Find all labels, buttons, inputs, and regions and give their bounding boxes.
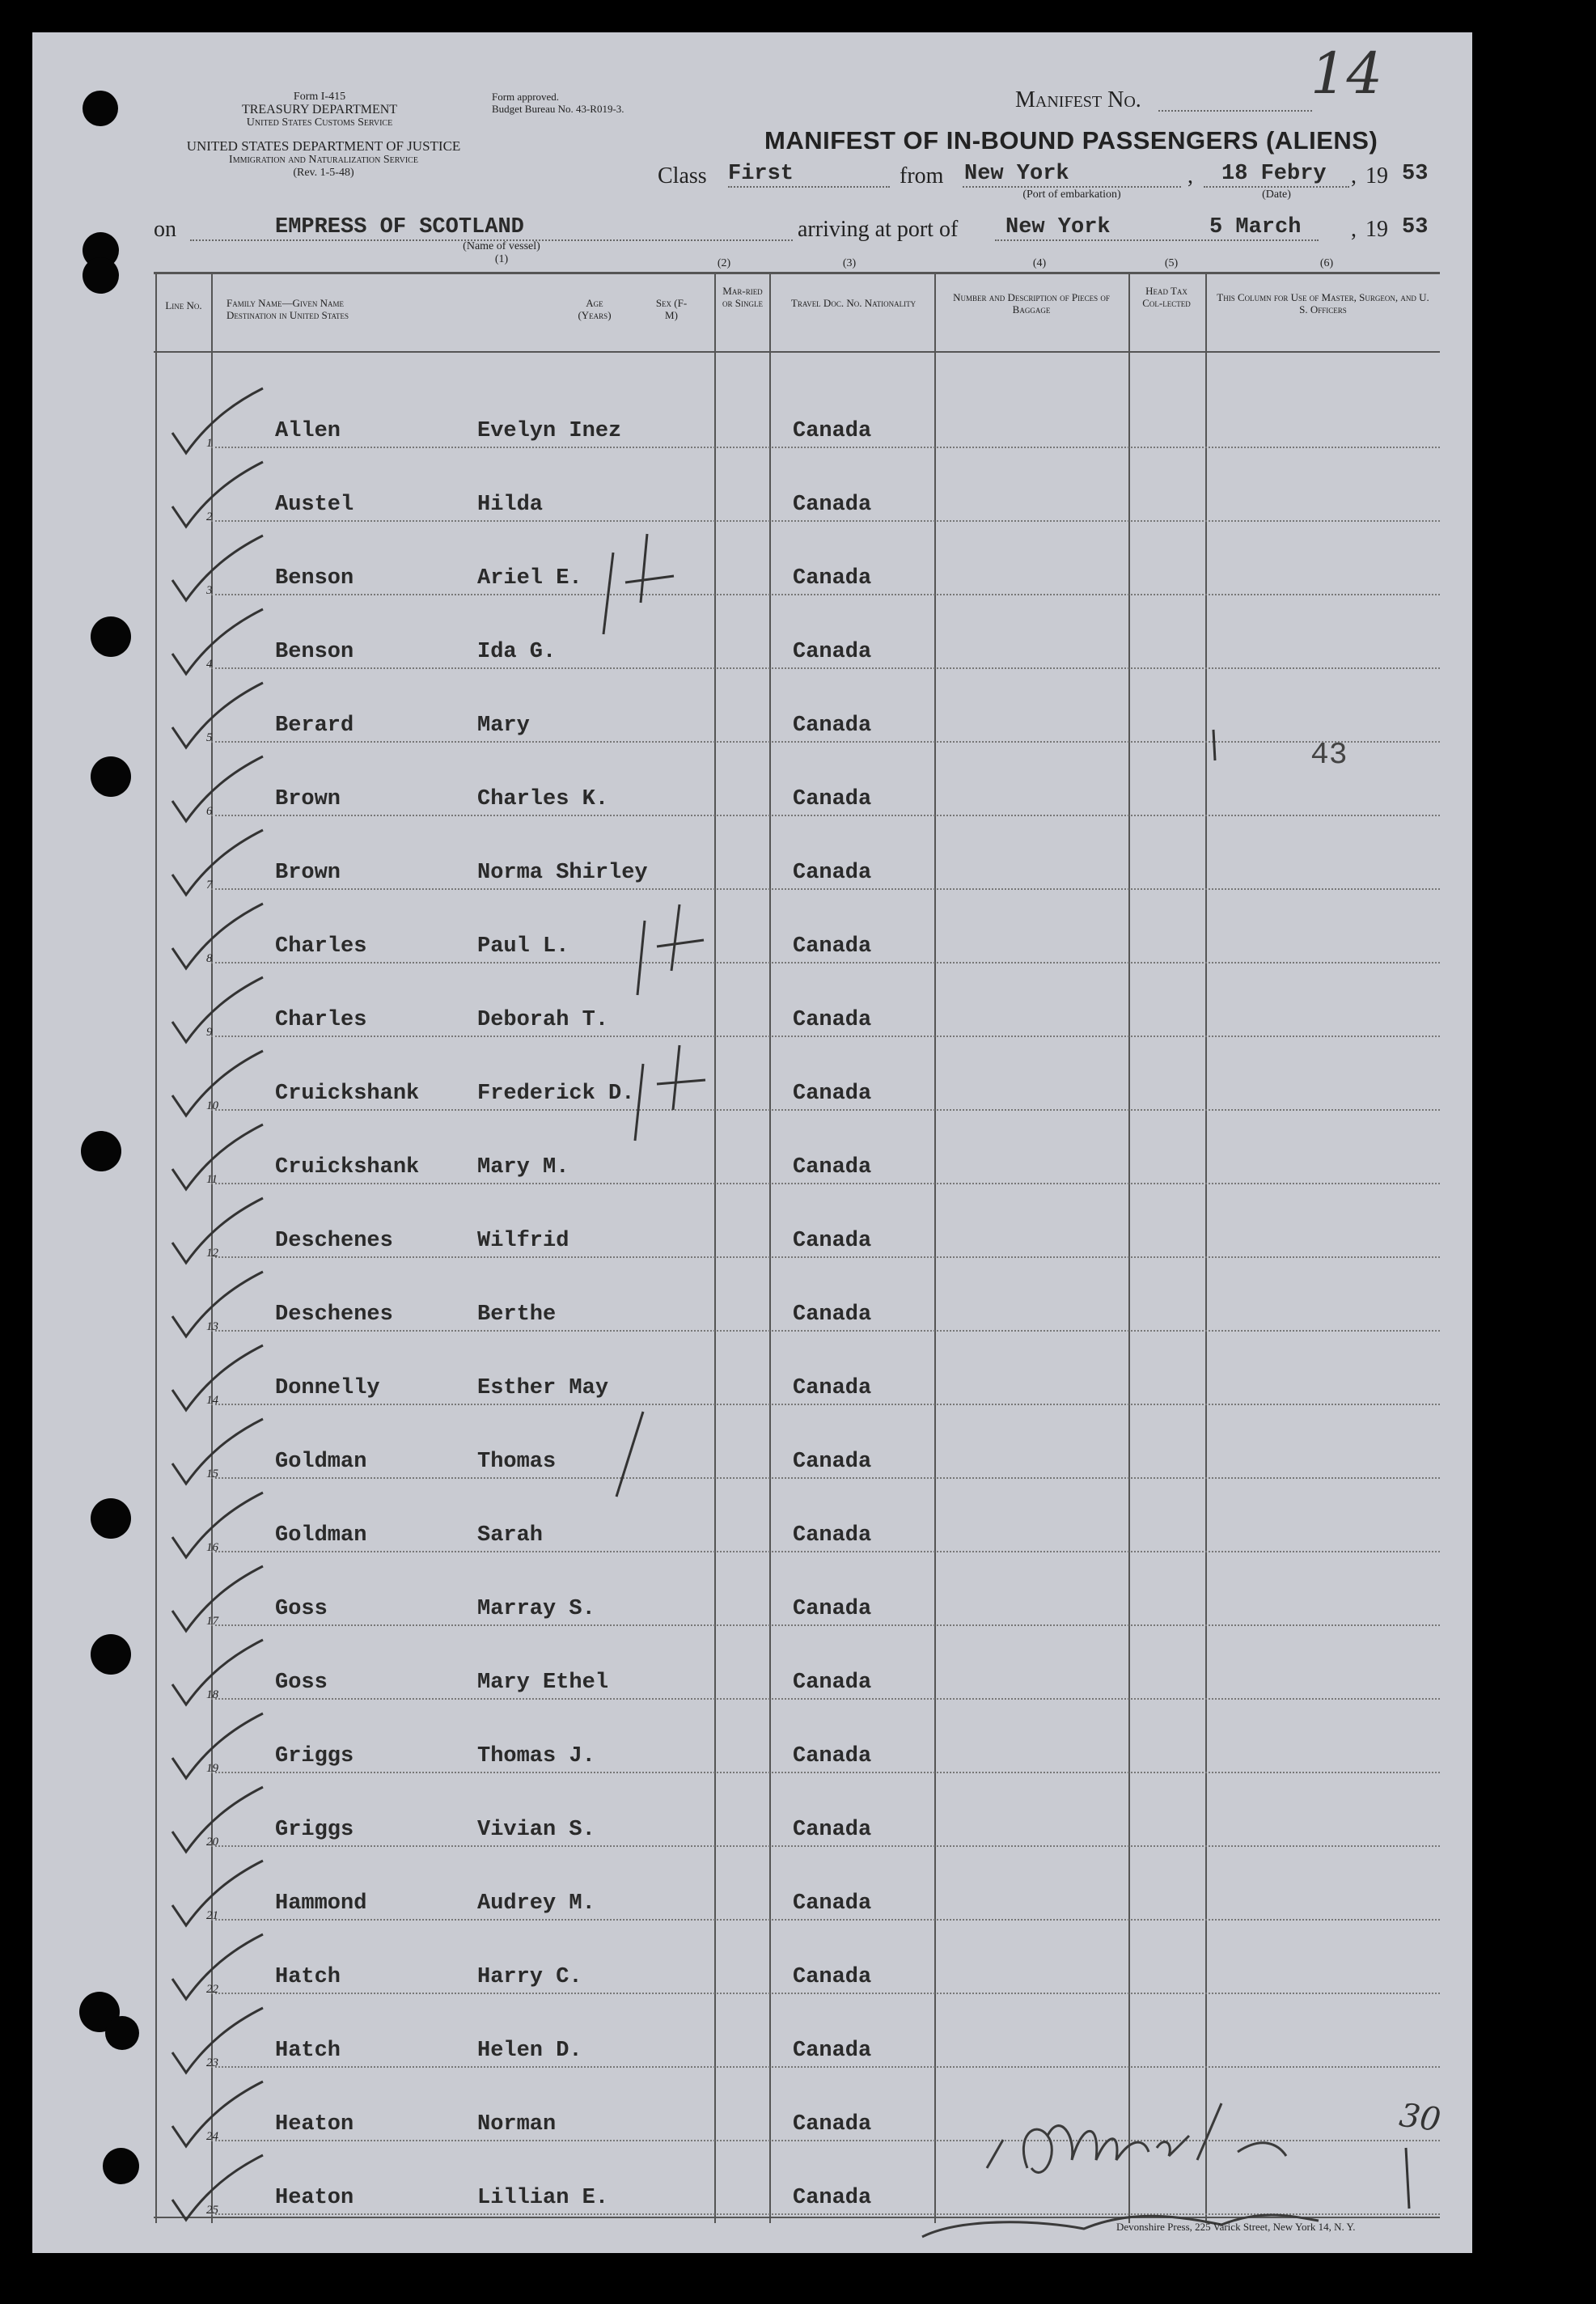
family-name: Benson	[275, 566, 354, 591]
family-name: Goss	[275, 1597, 328, 1621]
family-name: Goldman	[275, 1450, 367, 1474]
punch-hole	[105, 2016, 139, 2050]
header-sex: Sex (F-M)	[655, 297, 688, 321]
given-name: Frederick D.	[477, 1082, 635, 1106]
given-name: Evelyn Inez	[477, 419, 622, 443]
line-number: 17	[206, 1615, 218, 1628]
punch-hole	[91, 1498, 131, 1539]
line-number: 20	[206, 1836, 218, 1849]
line-number: 9	[206, 1026, 213, 1039]
nationality: Canada	[793, 493, 872, 517]
punch-hole	[91, 616, 131, 657]
annotation-30: 30	[1397, 2096, 1443, 2140]
nationality: Canada	[793, 1597, 872, 1621]
given-name: Mary M.	[477, 1155, 569, 1180]
form-number: Form I-415	[293, 91, 346, 103]
family-name: Deschenes	[275, 1302, 393, 1327]
header-destination: Destination in United States	[226, 309, 349, 321]
treasury-label: TREASURY DEPARTMENT	[241, 103, 398, 116]
nationality: Canada	[793, 640, 872, 664]
port-embark-caption: (Port of embarkation)	[1022, 188, 1121, 201]
family-name: Deschenes	[275, 1229, 393, 1253]
customs-label: United States Customs Service	[246, 116, 393, 129]
manifest-page	[32, 32, 1472, 2253]
nationality: Canada	[793, 419, 872, 443]
given-name: Hilda	[477, 493, 544, 517]
header-name: Family Name—Given Name	[226, 297, 344, 309]
punch-hole	[83, 257, 119, 294]
given-name: Marray S.	[477, 1597, 595, 1621]
family-name: Heaton	[275, 2186, 354, 2210]
header-baggage: Number and Description of Pieces of Baggage	[953, 291, 1110, 316]
tally-mark	[625, 534, 674, 603]
line-number: 10	[206, 1099, 218, 1112]
tally-mark	[1406, 2148, 1409, 2209]
handwriting-overlay	[32, 32, 1472, 2253]
header-officers: This Column for Use of Master, Surgeon, and U. S. Officers	[1217, 291, 1429, 316]
nationality: Canada	[793, 714, 872, 738]
family-name: Benson	[275, 640, 354, 664]
given-name: Paul L.	[477, 934, 569, 959]
given-name: Esther May	[477, 1376, 609, 1400]
tally-mark	[1213, 730, 1215, 760]
from-value: New York	[964, 162, 1069, 186]
punch-hole	[103, 2148, 139, 2184]
family-name: Griggs	[275, 1744, 354, 1768]
given-name: Thomas J.	[477, 1744, 595, 1768]
given-name: Norman	[477, 2112, 557, 2137]
tally-mark	[637, 921, 645, 995]
tally-mark	[657, 904, 704, 971]
given-name: Lillian E.	[477, 2186, 609, 2210]
vessel-num: (1)	[494, 253, 509, 265]
nationality: Canada	[793, 1818, 872, 1842]
line-number: 11	[206, 1173, 218, 1186]
nationality: Canada	[793, 1450, 872, 1474]
family-name: Brown	[275, 861, 341, 885]
class-label: Class	[658, 163, 707, 188]
nationality: Canada	[793, 1671, 872, 1695]
line-number: 14	[206, 1394, 218, 1407]
family-name: Hatch	[275, 1965, 341, 1989]
line-number: 23	[206, 2056, 218, 2069]
comma-3: ,	[1351, 217, 1357, 242]
header-married: Mar-ried or Single	[722, 285, 763, 309]
manifest-no-label: Manifest No.	[1015, 87, 1141, 112]
col-num-5: (5)	[1164, 257, 1179, 269]
given-name: Charles K.	[477, 787, 609, 811]
tally-marks	[603, 534, 1409, 2209]
nationality: Canada	[793, 1008, 872, 1032]
nationality: Canada	[793, 1744, 872, 1768]
comma-1: ,	[1187, 163, 1193, 188]
family-name: Heaton	[275, 2112, 354, 2137]
manifest-no-handwritten: 14	[1310, 40, 1383, 107]
given-name: Harry C.	[477, 1965, 582, 1989]
vessel-caption: (Name of vessel)	[463, 240, 540, 252]
form-approved: Form approved. Budget Bureau No. 43-R019-3.	[492, 91, 624, 115]
annotation-43: 43	[1310, 738, 1348, 773]
col-num-4: (4)	[1032, 257, 1047, 269]
family-name: Charles	[275, 934, 367, 959]
given-name: Mary Ethel	[477, 1671, 609, 1695]
given-name: Audrey M.	[477, 1891, 595, 1916]
arriving-label: arriving at port of	[798, 217, 959, 242]
printer-imprint: Devonshire Press, 225 Varick Street, New York 14, N. Y.	[1116, 2221, 1356, 2233]
line-number: 19	[206, 1762, 218, 1775]
line-number: 2	[206, 510, 213, 523]
from-label: from	[900, 163, 944, 188]
col-num-3: (3)	[842, 257, 857, 269]
line-number: 15	[206, 1468, 218, 1480]
family-name: Berard	[275, 714, 354, 738]
nationality: Canada	[793, 861, 872, 885]
nationality: Canada	[793, 1523, 872, 1548]
header-head-tax: Head Tax Col-lected	[1142, 285, 1191, 309]
family-name: Charles	[275, 1008, 367, 1032]
line-number: 22	[206, 1983, 218, 1996]
family-name: Goldman	[275, 1523, 367, 1548]
punch-hole	[83, 91, 118, 126]
line-number: 5	[206, 731, 213, 744]
ins-label: Immigration and Naturalization Service	[229, 154, 418, 166]
family-name: Brown	[275, 787, 341, 811]
given-name: Ida G.	[477, 640, 557, 664]
col-num-6: (6)	[1319, 257, 1334, 269]
nationality: Canada	[793, 787, 872, 811]
justice-label: UNITED STATES DEPARTMENT OF JUSTICE	[186, 138, 461, 154]
family-name: Allen	[275, 419, 341, 443]
nationality: Canada	[793, 1891, 872, 1916]
tally-mark	[603, 553, 613, 634]
nationality: Canada	[793, 1302, 872, 1327]
line-number: 16	[206, 1541, 218, 1554]
date-value: 18 Febry	[1221, 162, 1327, 186]
nationality: Canada	[793, 2186, 872, 2210]
nationality: Canada	[793, 1965, 872, 1989]
nationality: Canada	[793, 934, 872, 959]
punch-hole	[91, 756, 131, 797]
family-name: Cruickshank	[275, 1155, 420, 1180]
family-name: Griggs	[275, 1818, 354, 1842]
line-number: 12	[206, 1247, 218, 1260]
given-name: Helen D.	[477, 2039, 582, 2063]
family-name: Hatch	[275, 2039, 341, 2063]
header-line-no: Line No.	[165, 299, 202, 311]
page-title: MANIFEST OF IN-BOUND PASSENGERS (ALIENS)	[764, 126, 1378, 155]
nationality: Canada	[793, 2112, 872, 2137]
comma-2: ,	[1351, 163, 1357, 188]
line-number: 1	[206, 437, 213, 450]
rev-label: (Rev. 1-5-48)	[293, 167, 354, 179]
header-travel-doc: Travel Doc. No. Nationality	[790, 297, 917, 309]
line-number: 21	[206, 1909, 218, 1922]
given-name: Berthe	[477, 1302, 557, 1327]
arrival-date: 5 March	[1209, 215, 1302, 239]
family-name: Austel	[275, 493, 354, 517]
on-label: on	[154, 217, 176, 242]
class-value: First	[728, 162, 794, 186]
year-prefix-2: 19	[1365, 217, 1388, 242]
line-number: 8	[206, 952, 213, 965]
year-2: 53	[1402, 215, 1429, 239]
given-name: Mary	[477, 714, 530, 738]
year-prefix-1: 19	[1365, 163, 1388, 188]
tally-mark	[657, 1045, 705, 1110]
arriving-port: New York	[1005, 215, 1111, 239]
nationality: Canada	[793, 1376, 872, 1400]
nationality: Canada	[793, 1082, 872, 1106]
given-name: Wilfrid	[477, 1229, 569, 1253]
given-name: Thomas	[477, 1450, 557, 1474]
given-name: Deborah T.	[477, 1008, 609, 1032]
line-number: 24	[206, 2130, 218, 2143]
nationality: Canada	[793, 1229, 872, 1253]
year-1: 53	[1402, 162, 1429, 186]
line-number: 3	[206, 584, 213, 597]
family-name: Cruickshank	[275, 1082, 420, 1106]
given-name: Norma Shirley	[477, 861, 648, 885]
line-number: 7	[206, 879, 213, 892]
punch-hole	[91, 1634, 131, 1675]
family-name: Hammond	[275, 1891, 367, 1916]
punch-hole	[81, 1131, 121, 1171]
given-name: Vivian S.	[477, 1818, 595, 1842]
nationality: Canada	[793, 566, 872, 591]
nationality: Canada	[793, 1155, 872, 1180]
tally-mark	[635, 1064, 643, 1141]
tally-mark	[616, 1412, 643, 1497]
line-number: 6	[206, 805, 213, 818]
given-name: Ariel E.	[477, 566, 582, 591]
col-num-2: (2)	[717, 257, 731, 269]
vessel-name: EMPRESS OF SCOTLAND	[275, 215, 524, 239]
line-number: 25	[206, 2204, 218, 2217]
given-name: Sarah	[477, 1523, 544, 1548]
line-number: 4	[206, 658, 213, 671]
line-number: 18	[206, 1688, 218, 1701]
signature	[922, 2103, 1319, 2237]
line-number: 13	[206, 1320, 218, 1333]
nationality: Canada	[793, 2039, 872, 2063]
family-name: Goss	[275, 1671, 328, 1695]
header-age: Age (Years)	[578, 297, 612, 321]
family-name: Donnelly	[275, 1376, 380, 1400]
date-caption: (Date)	[1262, 188, 1291, 201]
